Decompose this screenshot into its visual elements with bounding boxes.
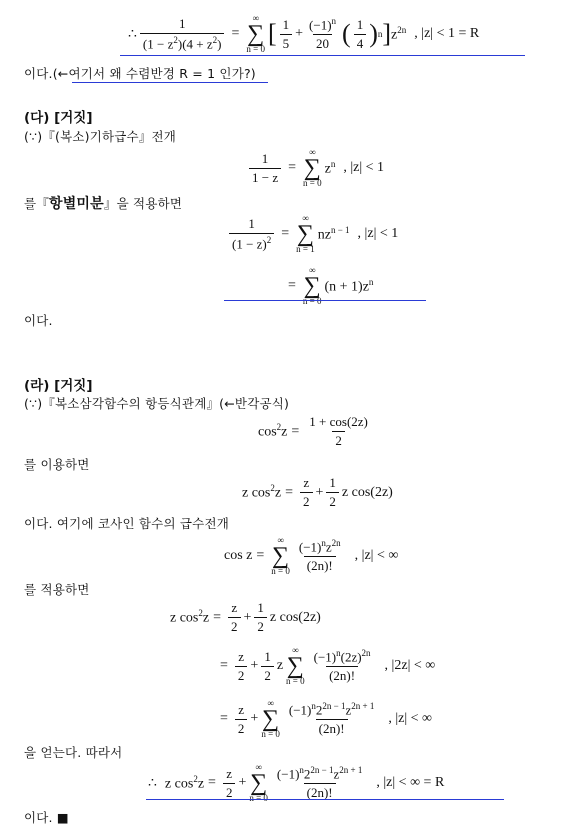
paragraph-line: 이다. xyxy=(24,313,53,328)
convergence-condition: , |2z| < ∞ xyxy=(384,658,436,673)
derivation-step-1: z $\cos^2z$ = $\frac{z}{2}$ + $\frac{1}{2}$ z cos(2z) xyxy=(170,600,321,634)
paragraph-line: 이다. ■ xyxy=(24,810,69,825)
section-heading-da: (다) [거짓] xyxy=(24,110,93,126)
apply-diff-line: 를『항별미분』을 적용하면 xyxy=(24,196,183,212)
paragraph-line: 를 이용하면 xyxy=(24,457,90,472)
derivative-series-formula: $\frac{1}{(1 - z)^2}$ = ∞ ∑ n = 1 $nz^{n - 1}$ , |z| < 1 xyxy=(226,214,398,254)
convergence-condition: , |z| < 1 xyxy=(357,226,399,241)
cos-series-formula: cos z = ∞ ∑ n = 0 $\frac{(-1)^nz^{2n}}{(2n)!}$ , |z| < ∞ xyxy=(224,535,399,576)
convergence-condition: , |z| < ∞ xyxy=(388,711,433,726)
derivative-series-line2: = ∞ ∑ n = 0 $(n + 1)z^n$ xyxy=(288,265,374,306)
underline xyxy=(72,82,268,83)
derivation-step-3: = $\frac{z}{2}$ + ∞ ∑ n = 0 $\frac{(-1)^n2^{2n - 1}z^{2n + 1}}{(2n)!}$ , |z| < ∞ xyxy=(220,698,433,739)
cos-squared-identity: $\cos^2z$ = $\frac{1 + \cos(2z)}{2}$ xyxy=(258,414,368,448)
section-heading-ra: (라) [거짓] xyxy=(24,378,93,394)
underline xyxy=(146,799,504,800)
convergence-condition: , |z| < ∞ = R xyxy=(376,775,445,790)
because-line: (∵)『복소삼각함수의 항등식관계』(←반각공식) xyxy=(24,396,290,411)
paragraph-line: 를 적용하면 xyxy=(24,582,90,597)
paragraph-line: 이다. 여기에 코사인 함수의 급수전개 xyxy=(24,516,229,531)
convergence-condition: , |z| < 1 xyxy=(343,160,385,175)
final-result-formula: ∴ z $\cos^2z$ = $\frac{z}{2}$ + ∞ ∑ n = 0 $\frac{(-1)^n2^{2n - 1}z^{2n + 1}}{(2n)!}$ , |z| < ∞ = R xyxy=(148,762,445,803)
paragraph-line: 이다.(←여기서 왜 수렴반경 R = 1 인가?) xyxy=(24,66,256,81)
top-result-formula: ∴ $\frac{1}{(1 - z^2)(4 + z^2)}$ = ∞ ∑ n = 0 [ $\frac{1}{5}$ + $\frac{(-1)^n}{20}$ ( $\frac{1}{4}$ ) n ] $z^{2n}$ , |z| < 1 = R xyxy=(128,13,480,54)
therefore-symbol: ∴ xyxy=(128,26,137,42)
convergence-condition: , |z| < ∞ xyxy=(354,548,399,563)
underline xyxy=(224,300,426,301)
derivation-step-2: = $\frac{z}{2}$ + $\frac{1}{2}$ z ∞ ∑ n = 0 $\frac{(-1)^n(2z)^{2n}}{(2n)!}$ , |2z| < ∞ xyxy=(220,645,436,686)
geometric-series-formula: $\frac{1}{1 - z}$ = ∞ ∑ n = 0 $z^n$ , |z| < 1 xyxy=(246,148,384,188)
convergence-condition: , |z| < 1 = R xyxy=(414,26,480,41)
sigma-sum: ∞ ∑ n = 0 xyxy=(246,13,265,54)
paragraph-line: 을 얻는다. 따라서 xyxy=(24,745,123,760)
z-cos-squared-formula: z $\cos^2z$ = $\frac{z}{2}$ + $\frac{1}{2}$ z cos(2z) xyxy=(242,475,393,509)
underline xyxy=(120,55,525,56)
therefore-symbol: ∴ xyxy=(148,775,157,791)
because-line: (∵)『(복소)기하급수』전개 xyxy=(24,129,177,144)
fraction: $\frac{1}{(1 - z^2)(4 + z^2)}$ xyxy=(140,16,225,52)
bold-term: 항별미분 xyxy=(48,196,104,212)
